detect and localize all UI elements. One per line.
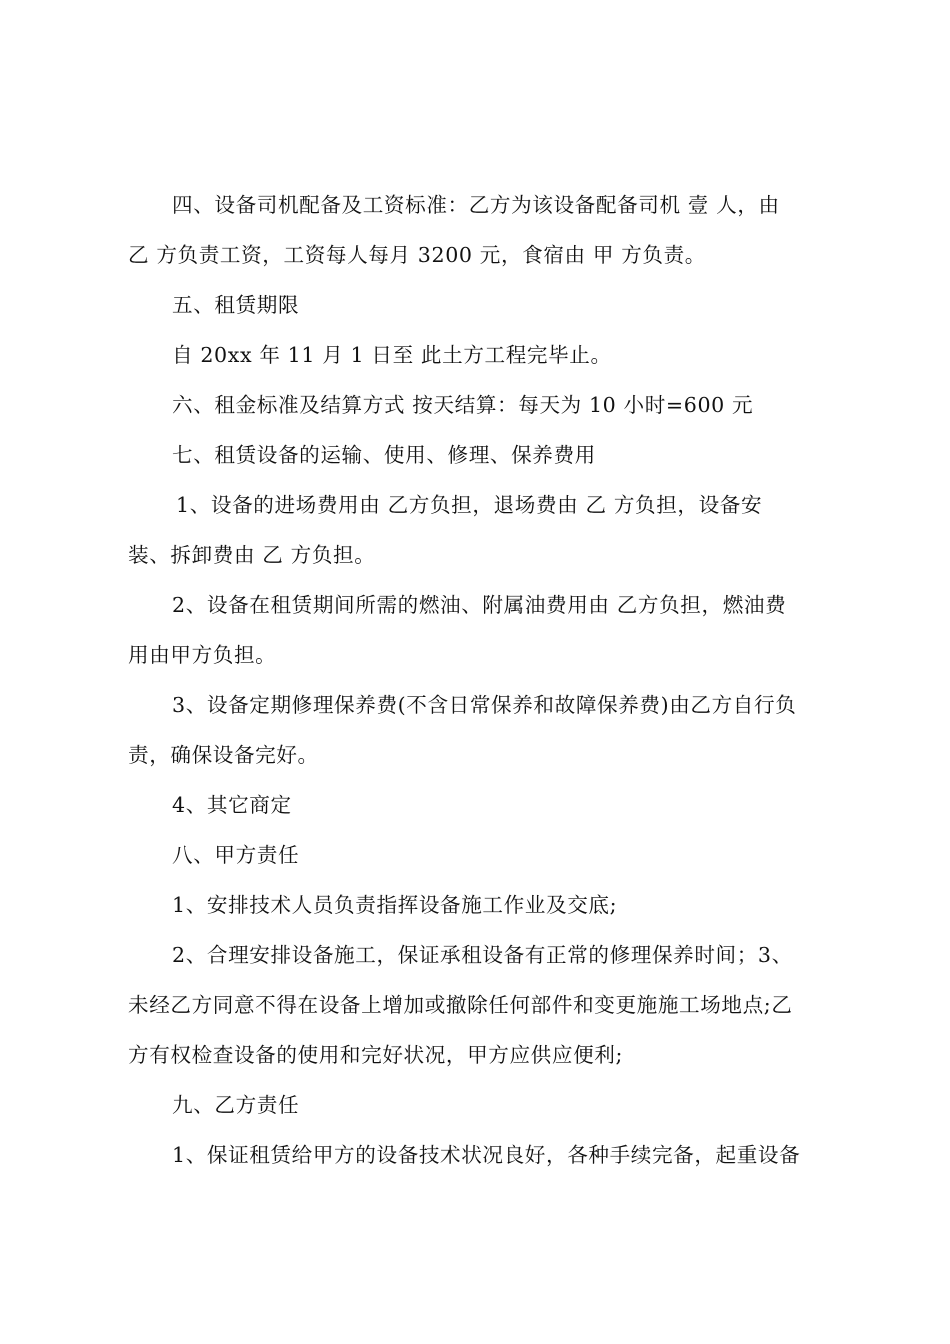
paragraph-line: 四、设备司机配备及工资标准：乙方为该设备配备司机 壹 人，由 <box>172 193 780 217</box>
paragraph-line: 1、保证租赁给甲方的设备技术状况良好，各种手续完备，起重设备 <box>172 1143 801 1167</box>
paragraph-line: 装、拆卸费由 乙 方负担。 <box>128 543 376 567</box>
section-heading: 八、甲方责任 <box>172 843 300 867</box>
section-heading: 七、租赁设备的运输、使用、修理、保养费用 <box>172 443 596 467</box>
paragraph-line: 乙 方负责工资，工资每人每月 3200 元，食宿由 甲 方负责。 <box>128 243 706 267</box>
section-heading: 九、乙方责任 <box>172 1093 300 1117</box>
document-body <box>128 188 834 1188</box>
paragraph-line: 未经乙方同意不得在设备上增加或撤除任何部件和变更施施工场地点;乙 <box>128 993 793 1017</box>
paragraph-line: 2、合理安排设备施工，保证承租设备有正常的修理保养时间；3、 <box>172 943 793 967</box>
paragraph-line: 自 20xx 年 11 月 1 日至 此土方工程完毕止。 <box>172 343 612 367</box>
paragraph-line: 3、设备定期修理保养费(不含日常保养和故障保养费)由乙方自行负 <box>172 693 797 717</box>
paragraph-line: 1、安排技术人员负责指挥设备施工作业及交底; <box>172 893 618 917</box>
paragraph-line: 责，确保设备完好。 <box>128 743 319 767</box>
paragraph-line: 用由甲方负担。 <box>128 643 277 667</box>
section-heading: 六、租金标准及结算方式 按天结算：每天为 10 小时=600 元 <box>172 393 754 417</box>
paragraph-line: 2、设备在租赁期间所需的燃油、附属油费用由 乙方负担，燃油费 <box>172 593 787 617</box>
paragraph-line: 1、设备的进场费用由 乙方负担，退场费由 乙 方负担，设备安 <box>176 493 763 517</box>
paragraph-line: 方有权检查设备的使用和完好状况，甲方应供应便利; <box>128 1043 623 1067</box>
section-heading: 五、租赁期限 <box>172 293 300 317</box>
paragraph-line: 4、其它商定 <box>172 793 292 817</box>
